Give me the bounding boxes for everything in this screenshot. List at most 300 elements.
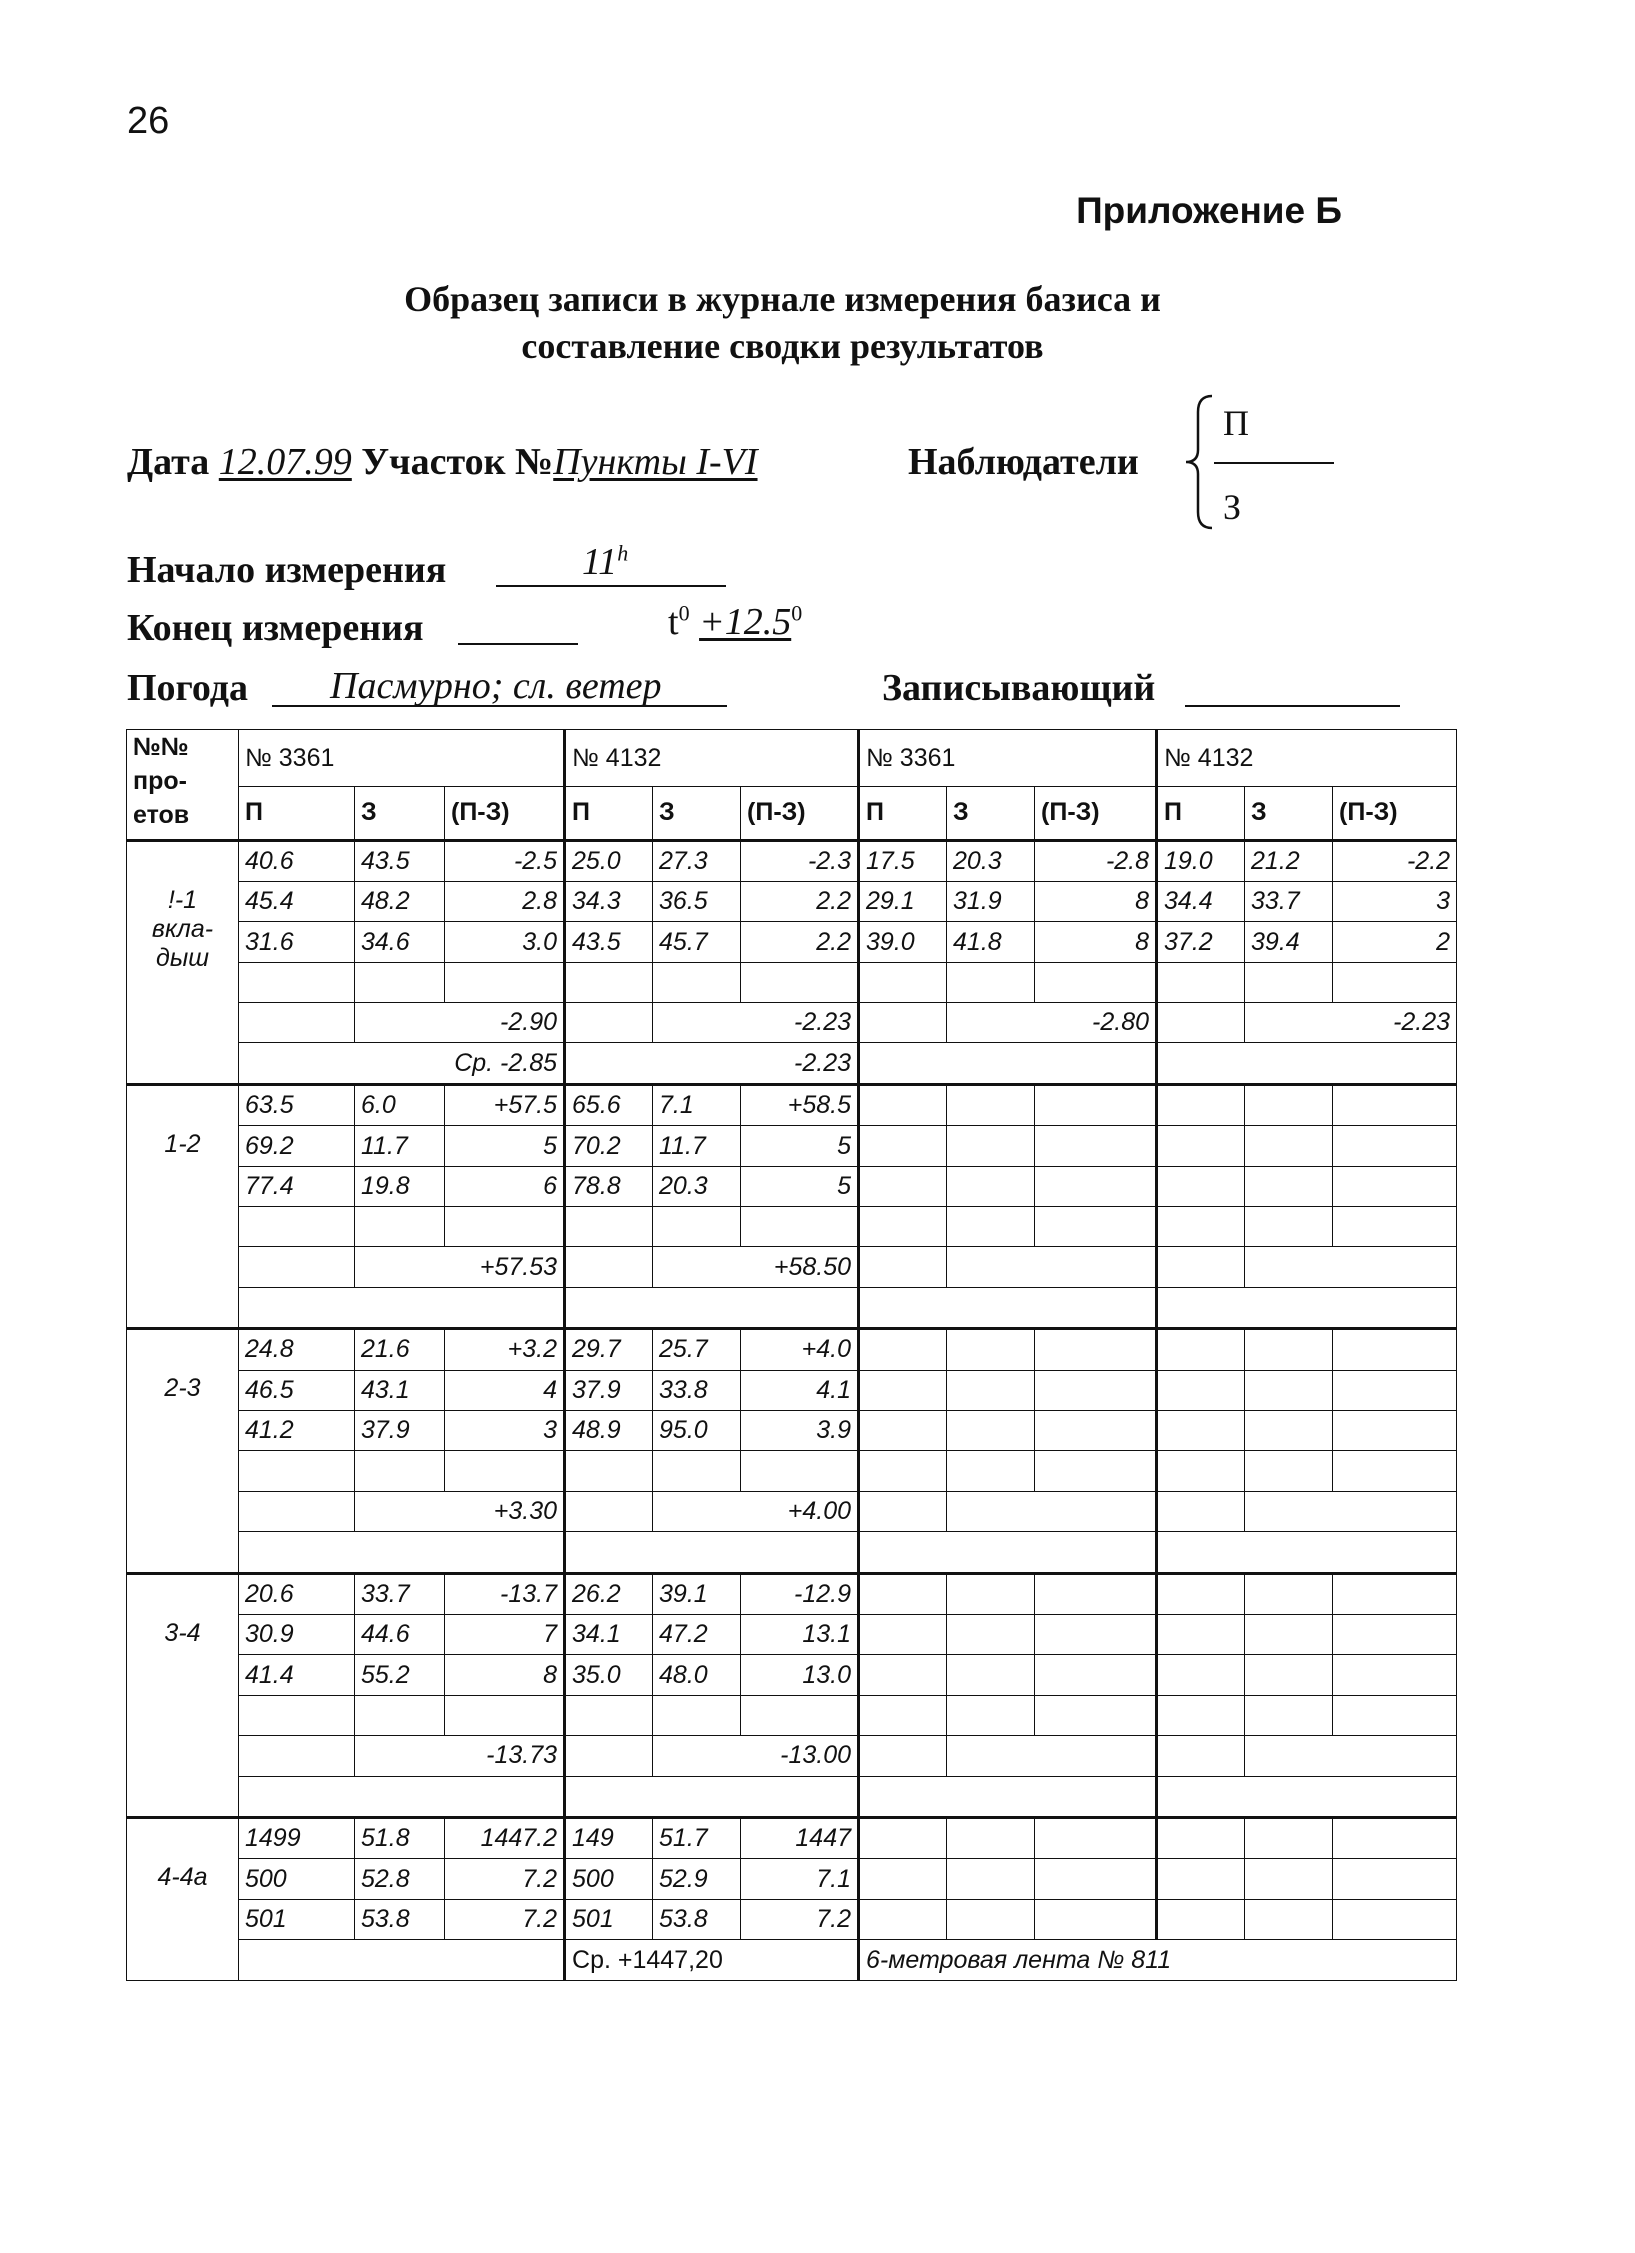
table-cell <box>1245 1695 1333 1735</box>
table-cell <box>1035 1451 1157 1491</box>
measurement-cell: 25.0 <box>565 840 653 881</box>
measurement-cell <box>859 1329 947 1370</box>
table-cell <box>239 1451 355 1491</box>
measurement-cell: -2.5 <box>445 840 565 881</box>
measurement-cell <box>1245 1329 1333 1370</box>
table-cell <box>239 1003 355 1043</box>
measurement-cell <box>1245 1126 1333 1166</box>
measurement-cell <box>1245 1411 1333 1451</box>
column-header: П <box>1157 787 1245 840</box>
measurement-cell <box>859 1166 947 1206</box>
table-cell <box>1157 962 1245 1002</box>
page-number: 26 <box>127 100 170 142</box>
measurement-cell <box>1245 1084 1333 1125</box>
table-row <box>127 787 1457 840</box>
measurement-cell: 33.8 <box>653 1370 741 1410</box>
column-header: (П-З) <box>1333 787 1457 840</box>
table-cell <box>1157 1247 1245 1287</box>
recorder-line <box>1185 705 1400 707</box>
measurement-cell: 31.6 <box>239 922 355 962</box>
table-cell <box>565 1247 653 1287</box>
table-row <box>127 1370 1457 1410</box>
table-row <box>127 1247 1457 1287</box>
measurement-cell <box>1333 1370 1457 1410</box>
table-row <box>127 1655 1457 1695</box>
measurement-cell: 78.8 <box>565 1166 653 1206</box>
table-cell <box>859 1451 947 1491</box>
tape-note: 6-метровая лента № 811 <box>859 1940 1457 1981</box>
table-cell <box>1157 1776 1457 1817</box>
table-cell <box>1245 1207 1333 1247</box>
table-row <box>127 840 1457 881</box>
measurement-cell <box>1035 1166 1157 1206</box>
measurement-cell <box>1333 1329 1457 1370</box>
end-label: Конец измерения <box>127 607 424 649</box>
table-cell <box>859 1247 947 1287</box>
measurement-cell <box>859 1370 947 1410</box>
measurement-cell: 41.8 <box>947 922 1035 962</box>
measurement-cell <box>859 1818 947 1859</box>
measurement-cell <box>1157 1084 1245 1125</box>
section-value: Пункты I-VI <box>553 441 758 483</box>
measurement-cell: 25.7 <box>653 1329 741 1370</box>
observer-divider <box>1214 462 1334 464</box>
table-cell <box>859 1003 947 1043</box>
measurement-cell <box>1035 1818 1157 1859</box>
measurement-cell <box>1035 1655 1157 1695</box>
measurement-cell: 51.7 <box>653 1818 741 1859</box>
table-row <box>127 881 1457 921</box>
end-line <box>458 643 578 645</box>
table-cell <box>859 1043 1157 1084</box>
column-header: П <box>859 787 947 840</box>
measurement-cell: 2.8 <box>445 881 565 921</box>
table-cell <box>355 1207 445 1247</box>
start-value: 11$^h$ <box>582 540 629 583</box>
measurement-cell: 20.3 <box>947 840 1035 881</box>
mean-value <box>947 1247 1157 1287</box>
measurement-cell: 500 <box>565 1859 653 1899</box>
measurement-cell: 20.3 <box>653 1166 741 1206</box>
measurement-cell <box>1245 1899 1333 1939</box>
measurement-cell: 35.0 <box>565 1655 653 1695</box>
measurement-cell: 95.0 <box>653 1411 741 1451</box>
table-cell <box>355 1695 445 1735</box>
table-row <box>127 1287 1457 1328</box>
measurement-cell <box>1245 1370 1333 1410</box>
measurement-cell: 3.0 <box>445 922 565 962</box>
table-row <box>127 962 1457 1002</box>
measurement-cell: 26.2 <box>565 1573 653 1614</box>
measurement-cell: 21.2 <box>1245 840 1333 881</box>
measurement-cell: 52.8 <box>355 1859 445 1899</box>
temperature: $t^0 +12.5^0$ <box>668 600 803 643</box>
table-cell <box>1035 1207 1157 1247</box>
table-cell <box>741 1451 859 1491</box>
measurement-cell: 53.8 <box>355 1899 445 1939</box>
measurement-cell: -12.9 <box>741 1573 859 1614</box>
column-header: З <box>1245 787 1333 840</box>
table-cell <box>239 1695 355 1735</box>
column-header: (П-З) <box>1035 787 1157 840</box>
table-cell <box>565 1207 653 1247</box>
measurement-cell <box>1157 1899 1245 1939</box>
mean-value: -2.80 <box>947 1003 1157 1043</box>
table-cell <box>1157 1736 1245 1776</box>
mean-value: +4.00 <box>653 1491 859 1531</box>
measurement-cell <box>1333 1411 1457 1451</box>
measurement-cell <box>1157 1411 1245 1451</box>
table-cell <box>947 1451 1035 1491</box>
table-cell <box>565 1736 653 1776</box>
column-header: (П-З) <box>445 787 565 840</box>
table-cell <box>859 1776 1157 1817</box>
measurement-cell: 41.2 <box>239 1411 355 1451</box>
measurement-cell: 43.1 <box>355 1370 445 1410</box>
measurement-cell: 501 <box>565 1899 653 1939</box>
table-row <box>127 1084 1457 1125</box>
table-row <box>127 1573 1457 1614</box>
table-cell <box>1157 1532 1457 1573</box>
table-row <box>127 730 1457 787</box>
measurement-cell <box>859 1411 947 1451</box>
column-header: З <box>355 787 445 840</box>
measurement-cell <box>1035 1859 1157 1899</box>
table-cell <box>355 962 445 1002</box>
measurement-cell <box>947 1899 1035 1939</box>
measurement-cell: 501 <box>239 1899 355 1939</box>
measurement-cell <box>1333 1818 1457 1859</box>
measurement-cell <box>947 1615 1035 1655</box>
measurement-cell: 7.2 <box>741 1899 859 1939</box>
table-row <box>127 1532 1457 1573</box>
measurement-cell: 5 <box>445 1126 565 1166</box>
measurement-cell <box>1245 1615 1333 1655</box>
measurement-cell: 48.0 <box>653 1655 741 1695</box>
column-header: П <box>239 787 355 840</box>
measurement-cell: 39.0 <box>859 922 947 962</box>
table-cell <box>565 1287 859 1328</box>
table-row <box>127 922 1457 962</box>
measurement-cell <box>859 1655 947 1695</box>
column-header: З <box>947 787 1035 840</box>
table-cell <box>1333 962 1457 1002</box>
measurement-cell: 8 <box>1035 881 1157 921</box>
table-row <box>127 1776 1457 1817</box>
measurement-cell: 2 <box>1333 922 1457 962</box>
table-cell <box>239 1776 565 1817</box>
measurement-cell <box>947 1084 1035 1125</box>
measurement-cell: 13.1 <box>741 1615 859 1655</box>
table-cell <box>1035 962 1157 1002</box>
appendix-heading: Приложение Б <box>1076 190 1342 231</box>
weather-value: Пасмурно; сл. ветер <box>330 665 662 707</box>
page-title <box>0 276 1565 370</box>
measurement-cell: +3.2 <box>445 1329 565 1370</box>
table-cell <box>859 1207 947 1247</box>
tape-group-header: № 4132 <box>565 730 859 787</box>
measurement-cell <box>1245 1859 1333 1899</box>
table-cell <box>1157 1207 1245 1247</box>
measurement-cell <box>1157 1859 1245 1899</box>
measurement-cell: 20.6 <box>239 1573 355 1614</box>
table-cell <box>445 962 565 1002</box>
title-line-2: составление сводки результатов <box>521 326 1044 366</box>
mean-value: -13.00 <box>653 1736 859 1776</box>
measurement-cell: 7.1 <box>741 1859 859 1899</box>
date-label: Дата <box>127 441 210 483</box>
table-row <box>127 1695 1457 1735</box>
table-cell <box>859 962 947 1002</box>
measurement-cell: 33.7 <box>355 1573 445 1614</box>
section-label: Участок № <box>361 441 554 483</box>
measurement-cell <box>1035 1370 1157 1410</box>
table-cell <box>239 1247 355 1287</box>
measurement-cell: 5 <box>741 1166 859 1206</box>
measurement-cell: 69.2 <box>239 1126 355 1166</box>
project-name: 4-4a <box>127 1818 239 1981</box>
project-name: !-1 вкла- дыш <box>127 840 239 1084</box>
table-cell <box>445 1451 565 1491</box>
recorder-label: Записывающий <box>882 667 1156 709</box>
table-cell <box>239 1736 355 1776</box>
table-cell <box>565 1532 859 1573</box>
measurement-cell: 149 <box>565 1818 653 1859</box>
table-cell <box>1157 1491 1245 1531</box>
measurement-cell: 37.9 <box>565 1370 653 1410</box>
measurement-cell: 7.2 <box>445 1899 565 1939</box>
table-cell <box>859 1736 947 1776</box>
measurement-cell: 7 <box>445 1615 565 1655</box>
average-value: -2.23 <box>565 1043 859 1084</box>
column-header: П <box>565 787 653 840</box>
measurement-cell: 3 <box>445 1411 565 1451</box>
start-label: Начало измерения <box>127 549 447 591</box>
measurement-cell: 36.5 <box>653 881 741 921</box>
table-cell <box>239 1207 355 1247</box>
measurement-cell <box>947 1818 1035 1859</box>
measurement-cell: 17.5 <box>859 840 947 881</box>
measurement-cell <box>1245 1573 1333 1614</box>
measurement-cell <box>1035 1899 1157 1939</box>
observer-p: П <box>1223 403 1249 443</box>
table-row <box>127 1166 1457 1206</box>
measurement-cell: 45.7 <box>653 922 741 962</box>
table-cell <box>1157 1695 1245 1735</box>
observers-label: Наблюдатели <box>908 441 1139 483</box>
mean-value: +58.50 <box>653 1247 859 1287</box>
measurement-cell: 11.7 <box>653 1126 741 1166</box>
measurement-cell: 53.8 <box>653 1899 741 1939</box>
table-cell <box>355 1451 445 1491</box>
table-cell <box>239 1491 355 1531</box>
measurement-cell: 40.6 <box>239 840 355 881</box>
measurement-cell <box>1035 1411 1157 1451</box>
table-row <box>127 1615 1457 1655</box>
column-header: (П-З) <box>741 787 859 840</box>
table-cell <box>1333 1207 1457 1247</box>
measurement-cell: 6 <box>445 1166 565 1206</box>
measurement-cell: 21.6 <box>355 1329 445 1370</box>
mean-value <box>947 1491 1157 1531</box>
measurement-cell: 27.3 <box>653 840 741 881</box>
measurement-cell <box>1035 1573 1157 1614</box>
measurement-cell <box>1333 1126 1457 1166</box>
table-cell <box>1157 1451 1245 1491</box>
measurement-cell: 63.5 <box>239 1084 355 1125</box>
measurement-cell <box>947 1655 1035 1695</box>
measurement-cell <box>1035 1615 1157 1655</box>
measurement-cell <box>859 1573 947 1614</box>
measurement-cell <box>1157 1655 1245 1695</box>
measurement-cell: 6.0 <box>355 1084 445 1125</box>
projects-header: №№ про- етов <box>127 730 239 841</box>
measurement-cell <box>947 1411 1035 1451</box>
measurement-cell: 2.2 <box>741 881 859 921</box>
table-row <box>127 1329 1457 1370</box>
measurement-cell: 24.8 <box>239 1329 355 1370</box>
measurement-cell <box>1333 1166 1457 1206</box>
table-cell <box>859 1532 1157 1573</box>
table-cell <box>653 1451 741 1491</box>
measurement-cell <box>1333 1615 1457 1655</box>
tape-group-header: № 3361 <box>859 730 1157 787</box>
tape-group-header: № 4132 <box>1157 730 1457 787</box>
measurement-cell <box>1245 1655 1333 1695</box>
measurement-cell: 45.4 <box>239 881 355 921</box>
measurement-cell <box>1245 1166 1333 1206</box>
measurement-cell: 70.2 <box>565 1126 653 1166</box>
measurement-cell: 5 <box>741 1126 859 1166</box>
measurement-cell: 34.4 <box>1157 881 1245 921</box>
measurement-cell: 34.1 <box>565 1615 653 1655</box>
measurement-cell: 48.9 <box>565 1411 653 1451</box>
measurement-cell <box>1333 1899 1457 1939</box>
measurement-cell <box>1157 1370 1245 1410</box>
measurement-cell: 48.2 <box>355 881 445 921</box>
measurement-cell: 1499 <box>239 1818 355 1859</box>
measurement-cell: +57.5 <box>445 1084 565 1125</box>
project-name: 2-3 <box>127 1329 239 1573</box>
table-cell <box>1035 1695 1157 1735</box>
table-cell <box>741 962 859 1002</box>
mean-value: -2.23 <box>1245 1003 1457 1043</box>
measurement-cell: 77.4 <box>239 1166 355 1206</box>
measurement-cell: -2.8 <box>1035 840 1157 881</box>
table-row <box>127 1491 1457 1531</box>
table-cell <box>741 1695 859 1735</box>
measurement-cell <box>947 1126 1035 1166</box>
mean-value <box>1245 1491 1457 1531</box>
measurement-cell: 1447.2 <box>445 1818 565 1859</box>
project-name: 1-2 <box>127 1084 239 1328</box>
measurement-cell: 41.4 <box>239 1655 355 1695</box>
average-note: Ср. +1447,20 <box>565 1940 859 1981</box>
measurement-cell: 500 <box>239 1859 355 1899</box>
measurement-cell: 13.0 <box>741 1655 859 1695</box>
table-cell <box>565 1003 653 1043</box>
measurement-cell: -2.2 <box>1333 840 1457 881</box>
measurement-cell <box>947 1370 1035 1410</box>
measurement-cell <box>859 1615 947 1655</box>
measurement-cell <box>1333 1084 1457 1125</box>
measurement-cell <box>859 1859 947 1899</box>
table-cell <box>565 1695 653 1735</box>
weather-label: Погода <box>127 667 248 709</box>
measurement-cell <box>1245 1818 1333 1859</box>
measurement-cell: 51.8 <box>355 1818 445 1859</box>
table-cell <box>445 1695 565 1735</box>
measurement-cell: 8 <box>1035 922 1157 962</box>
table-row <box>127 1859 1457 1899</box>
measurement-cell: 43.5 <box>355 840 445 881</box>
measurement-cell: 30.9 <box>239 1615 355 1655</box>
table-cell <box>1245 1451 1333 1491</box>
table-row <box>127 1126 1457 1166</box>
measurement-cell: 11.7 <box>355 1126 445 1166</box>
start-line <box>496 585 726 587</box>
measurement-cell <box>859 1899 947 1939</box>
measurement-cell <box>859 1084 947 1125</box>
measurement-cell: 34.3 <box>565 881 653 921</box>
average-value: Ср. -2.85 <box>239 1043 565 1084</box>
measurement-cell <box>1333 1655 1457 1695</box>
table-cell <box>565 1776 859 1817</box>
measurement-cell: 37.9 <box>355 1411 445 1451</box>
table-cell <box>1245 962 1333 1002</box>
measurement-cell: 46.5 <box>239 1370 355 1410</box>
mean-value: -2.23 <box>653 1003 859 1043</box>
column-header: З <box>653 787 741 840</box>
measurement-cell: 39.1 <box>653 1573 741 1614</box>
measurement-table <box>126 729 1457 1981</box>
table-row <box>127 1043 1457 1084</box>
observer-z: З <box>1223 487 1242 527</box>
date-row <box>127 440 758 484</box>
table-cell <box>653 1207 741 1247</box>
measurement-cell <box>1157 1126 1245 1166</box>
table-row <box>127 1207 1457 1247</box>
table-cell <box>445 1207 565 1247</box>
measurement-cell <box>947 1573 1035 1614</box>
measurement-cell: 65.6 <box>565 1084 653 1125</box>
measurement-cell: 4 <box>445 1370 565 1410</box>
mean-value: +57.53 <box>355 1247 565 1287</box>
measurement-cell: 33.7 <box>1245 881 1333 921</box>
measurement-cell <box>1157 1329 1245 1370</box>
measurement-cell: 4.1 <box>741 1370 859 1410</box>
table-cell <box>239 1940 565 1981</box>
measurement-cell: 43.5 <box>565 922 653 962</box>
measurement-cell: 7.1 <box>653 1084 741 1125</box>
measurement-cell: 29.7 <box>565 1329 653 1370</box>
measurement-cell: 8 <box>445 1655 565 1695</box>
measurement-cell <box>1157 1615 1245 1655</box>
table-cell <box>653 962 741 1002</box>
measurement-cell: -2.3 <box>741 840 859 881</box>
measurement-cell <box>1035 1084 1157 1125</box>
mean-value: +3.30 <box>355 1491 565 1531</box>
measurement-cell <box>947 1859 1035 1899</box>
tape-group-header: № 3361 <box>239 730 565 787</box>
mean-value: -2.90 <box>355 1003 565 1043</box>
measurement-cell: +4.0 <box>741 1329 859 1370</box>
measurement-cell <box>1333 1859 1457 1899</box>
table-cell <box>239 1532 565 1573</box>
date-value: 12.07.99 <box>218 441 352 483</box>
table-row <box>127 1899 1457 1939</box>
table-cell <box>239 962 355 1002</box>
